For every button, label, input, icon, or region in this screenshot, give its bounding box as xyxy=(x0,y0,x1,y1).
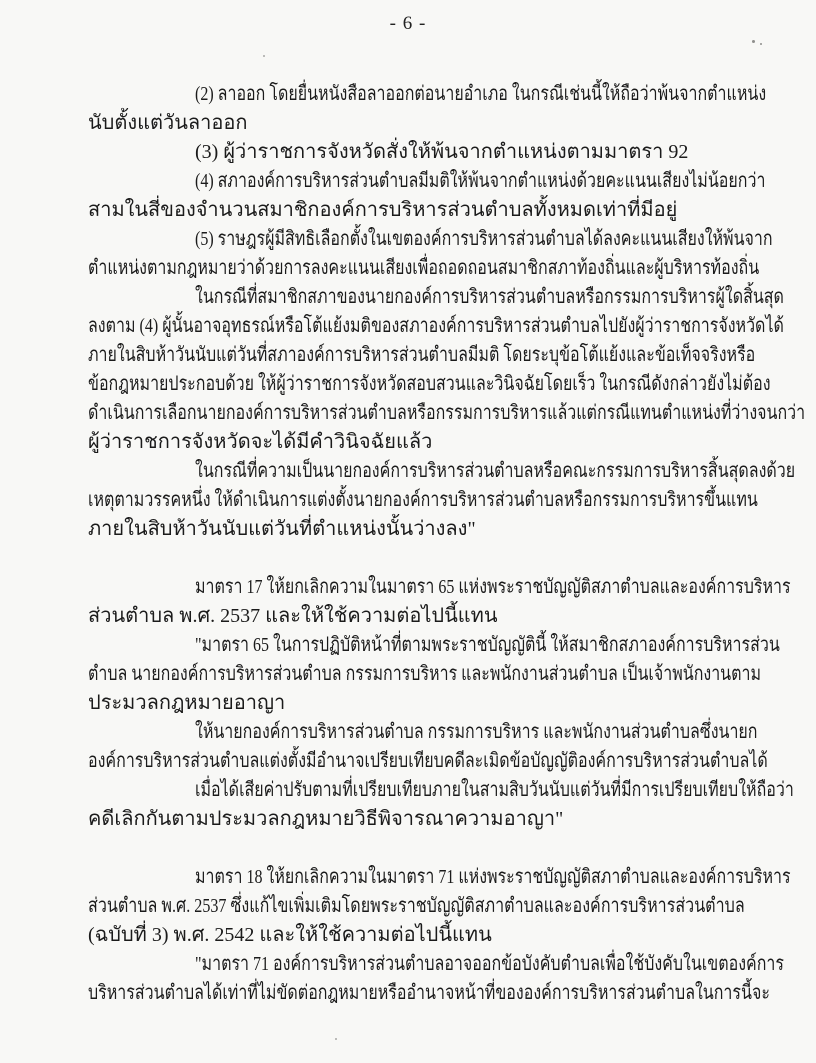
page-number: - 6 - xyxy=(389,13,427,34)
text-line: ตำแหน่งตามกฎหมายว่าด้วยการลงคะแนนเสียงเพื่อถอดถอนสมาชิกสภาท้องถิ่นและผู้บริหารท้องถิ่น xyxy=(88,257,760,279)
text-line: (5) ราษฎรผู้มีสิทธิเลือกตั้งในเขตองค์การบริหารส่วนตำบลได้ลงคะแนนเสียงให้พ้นจาก xyxy=(195,228,773,250)
text-line: มาตรา 17 ให้ยกเลิกความในมาตรา 65 แห่งพระราชบัญญัติสภาตำบลและองค์การบริหาร xyxy=(195,576,791,598)
text-line: องค์การบริหารส่วนตำบลแต่งตั้งมีอำนาจเปรียบเทียบคดีละเมิดข้อบัญญัติองค์การบริหารส่วนตำบลได้ xyxy=(88,750,768,772)
text-line: ในกรณีที่ความเป็นนายกองค์การบริหารส่วนตำบลหรือคณะกรรมการบริหารสิ้นสุดลงด้วย xyxy=(195,460,796,482)
text-line: ให้นายกองค์การบริหารส่วนตำบล กรรมการบริหาร และพนักงานส่วนตำบลซึ่งนายก xyxy=(195,721,758,743)
text-line: ดำเนินการเลือกนายกองค์การบริหารส่วนตำบลหรือกรรมการบริหารแล้วแต่กรณีแทนตำแหน่งที่ว่างจนกว่า xyxy=(88,402,806,424)
text-line: ผู้ว่าราชการจังหวัดจะได้มีคำวินิจฉัยแล้ว xyxy=(88,431,433,453)
text-line: เหตุตามวรรคหนึ่ง ให้ดำเนินการแต่งตั้งนายกองค์การบริหารส่วนตำบลหรือกรรมการบริหารขึ้นแทน xyxy=(88,489,758,511)
section-18 xyxy=(88,863,791,1008)
text-line: บริหารส่วนตำบลได้เท่าที่ไม่ขัดต่อกฎหมายหรืออำนาจหน้าที่ขององค์การบริหารส่วนตำบลในการนี้จะ xyxy=(88,982,770,1004)
scan-speck xyxy=(335,1038,337,1040)
text-line: สามในสี่ของจำนวนสมาชิกองค์การบริหารส่วนตำบลทั้งหมดเท่าที่มีอยู่ xyxy=(88,199,678,221)
scan-speck xyxy=(752,40,755,43)
scan-speck xyxy=(760,43,762,45)
document-body xyxy=(88,80,806,1008)
text-line: (3) ผู้ว่าราชการจังหวัดสั่งให้พ้นจากตำแหน่งตามมาตรา 92 xyxy=(195,141,689,163)
text-line: ลงตาม (4) ผู้นั้นอาจอุทธรณ์หรือโต้แย้งมติของสภาองค์การบริหารส่วนตำบลไปยังผู้ว่าราชการจังหวัดได้ xyxy=(88,315,784,337)
text-line: ตำบล นายกองค์การบริหารส่วนตำบล กรรมการบริหาร และพนักงานส่วนตำบล เป็นเจ้าพนักงานตาม xyxy=(88,663,762,685)
text-line: ข้อกฎหมายประกอบด้วย ให้ผู้ว่าราชการจังหวัดสอบสวนและวินิจฉัยโดยเร็ว ในกรณีดังกล่าวยังไม่ต้อง xyxy=(88,373,771,395)
text-line: "มาตรา 65 ในการปฏิบัติหน้าที่ตามพระราชบัญญัตินี้ ให้สมาชิกสภาองค์การบริหารส่วน xyxy=(195,634,780,656)
text-line: ส่วนตำบล พ.ศ. 2537 และให้ใช้ความต่อไปนี้แทน xyxy=(88,605,498,627)
text-line: ในกรณีที่สมาชิกสภาของนายกองค์การบริหารส่วนตำบลหรือกรรมการบริหารผู้ใดสิ้นสุด xyxy=(195,286,784,308)
text-line: ภายในสิบห้าวันนับแต่วันที่สภาองค์การบริหารส่วนตำบลมีมติ โดยระบุข้อโต้แย้งและข้อเท็จจริงหรือ xyxy=(88,344,756,366)
clause-termination-grounds xyxy=(88,80,806,544)
section-17 xyxy=(88,573,794,834)
text-line: ประมวลกฎหมายอาญา xyxy=(88,692,286,714)
text-line: คดีเลิกกันตามประมวลกฎหมายวิธีพิจารณาความอาญา" xyxy=(88,808,564,830)
scan-speck xyxy=(263,55,265,57)
text-line: มาตรา 18 ให้ยกเลิกความในมาตรา 71 แห่งพระราชบัญญัติสภาตำบลและองค์การบริหาร xyxy=(195,866,791,888)
text-line: เมื่อได้เสียค่าปรับตามที่เปรียบเทียบภายในสามสิบวันนับแต่วันที่มีการเปรียบเทียบให้ถือว่า xyxy=(195,779,794,801)
text-line: (4) สภาองค์การบริหารส่วนตำบลมีมติให้พ้นจากตำแหน่งด้วยคะแนนเสียงไม่น้อยกว่า xyxy=(195,170,766,192)
text-line: ภายในสิบห้าวันนับแต่วันที่ตำแหน่งนั้นว่างลง" xyxy=(88,518,476,540)
text-line: นับตั้งแต่วันลาออก xyxy=(88,112,248,134)
text-line: (ฉบับที่ 3) พ.ศ. 2542 และให้ใช้ความต่อไปนี้แทน xyxy=(88,924,492,946)
text-line: (2) ลาออก โดยยื่นหนังสือลาออกต่อนายอำเภอ ในกรณีเช่นนี้ให้ถือว่าพ้นจากตำแหน่ง xyxy=(195,83,767,105)
text-line: "มาตรา 71 องค์การบริหารส่วนตำบลอาจออกข้อบังคับตำบลเพื่อใช้บังคับในเขตองค์การ xyxy=(195,953,784,975)
text-line: ส่วนตำบล พ.ศ. 2537 ซึ่งแก้ไขเพิ่มเติมโดยพระราชบัญญัติสภาตำบลและองค์การบริหารส่วนตำบล xyxy=(88,895,745,917)
